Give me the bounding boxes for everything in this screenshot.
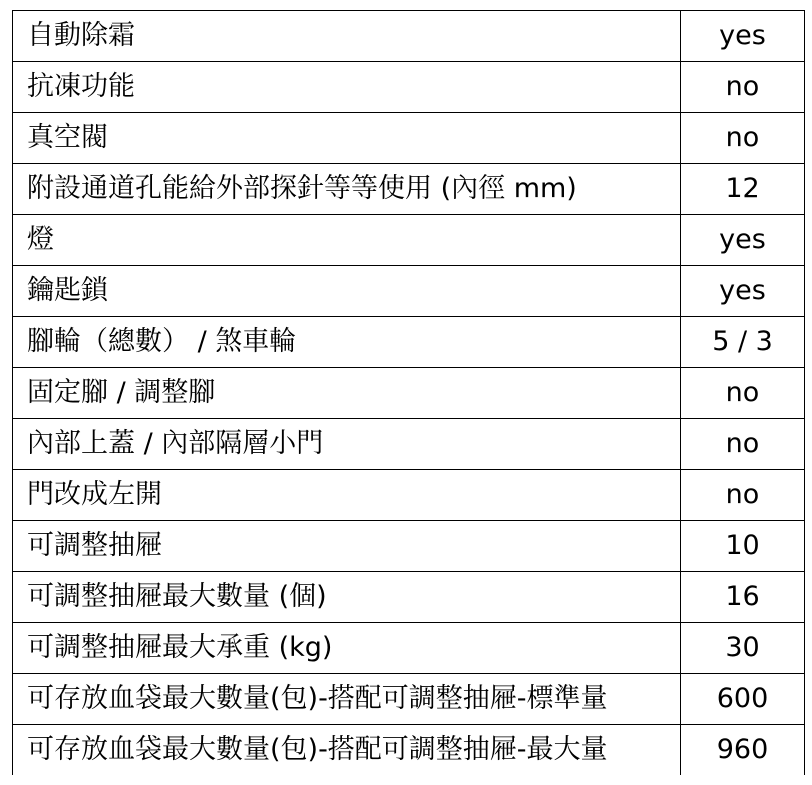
spec-label-cell: 鑰匙鎖 bbox=[13, 266, 681, 317]
spec-value-cell: 960 bbox=[681, 725, 805, 776]
table-row bbox=[13, 164, 805, 215]
table-row bbox=[13, 470, 805, 521]
spec-label-cell: 可存放血袋最大數量(包)-搭配可調整抽屜-最大量 bbox=[13, 725, 681, 776]
spec-value-cell: no bbox=[681, 470, 805, 521]
spec-value-cell: yes bbox=[681, 11, 805, 62]
table-row bbox=[13, 521, 805, 572]
table-row bbox=[13, 623, 805, 674]
spec-label-cell: 門改成左開 bbox=[13, 470, 681, 521]
spec-label-cell: 附設通道孔能給外部探針等等使用 (內徑 mm) bbox=[13, 164, 681, 215]
spec-value-cell: 10 bbox=[681, 521, 805, 572]
spec-value-cell: 600 bbox=[681, 674, 805, 725]
table-row bbox=[13, 11, 805, 62]
spec-label-cell: 可調整抽屜最大數量 (個) bbox=[13, 572, 681, 623]
spec-value-cell: 5 / 3 bbox=[681, 317, 805, 368]
spec-label-cell: 可存放血袋最大數量(包)-搭配可調整抽屜-標準量 bbox=[13, 674, 681, 725]
spec-table bbox=[12, 10, 805, 775]
table-row bbox=[13, 419, 805, 470]
table-row bbox=[13, 113, 805, 164]
spec-value-cell: no bbox=[681, 419, 805, 470]
table-row bbox=[13, 215, 805, 266]
table-row bbox=[13, 674, 805, 725]
spec-value-cell: yes bbox=[681, 266, 805, 317]
spec-label-cell: 可調整抽屜 bbox=[13, 521, 681, 572]
spec-value-cell: yes bbox=[681, 215, 805, 266]
spec-value-cell: 16 bbox=[681, 572, 805, 623]
spec-label-cell: 抗凍功能 bbox=[13, 62, 681, 113]
spec-value-cell: no bbox=[681, 62, 805, 113]
table-row bbox=[13, 266, 805, 317]
spec-label-cell: 自動除霜 bbox=[13, 11, 681, 62]
table-row bbox=[13, 725, 805, 776]
spec-value-cell: no bbox=[681, 368, 805, 419]
table-row bbox=[13, 572, 805, 623]
spec-label-cell: 固定腳 / 調整腳 bbox=[13, 368, 681, 419]
spec-value-cell: 12 bbox=[681, 164, 805, 215]
spec-value-cell: no bbox=[681, 113, 805, 164]
spec-label-cell: 內部上蓋 / 內部隔層小門 bbox=[13, 419, 681, 470]
spec-value-cell: 30 bbox=[681, 623, 805, 674]
table-row bbox=[13, 62, 805, 113]
spec-label-cell: 腳輪（總數） / 煞車輪 bbox=[13, 317, 681, 368]
spec-label-cell: 燈 bbox=[13, 215, 681, 266]
table-row bbox=[13, 317, 805, 368]
spec-label-cell: 可調整抽屜最大承重 (kg) bbox=[13, 623, 681, 674]
table-row bbox=[13, 368, 805, 419]
spec-label-cell: 真空閥 bbox=[13, 113, 681, 164]
spec-table-body bbox=[13, 11, 805, 776]
